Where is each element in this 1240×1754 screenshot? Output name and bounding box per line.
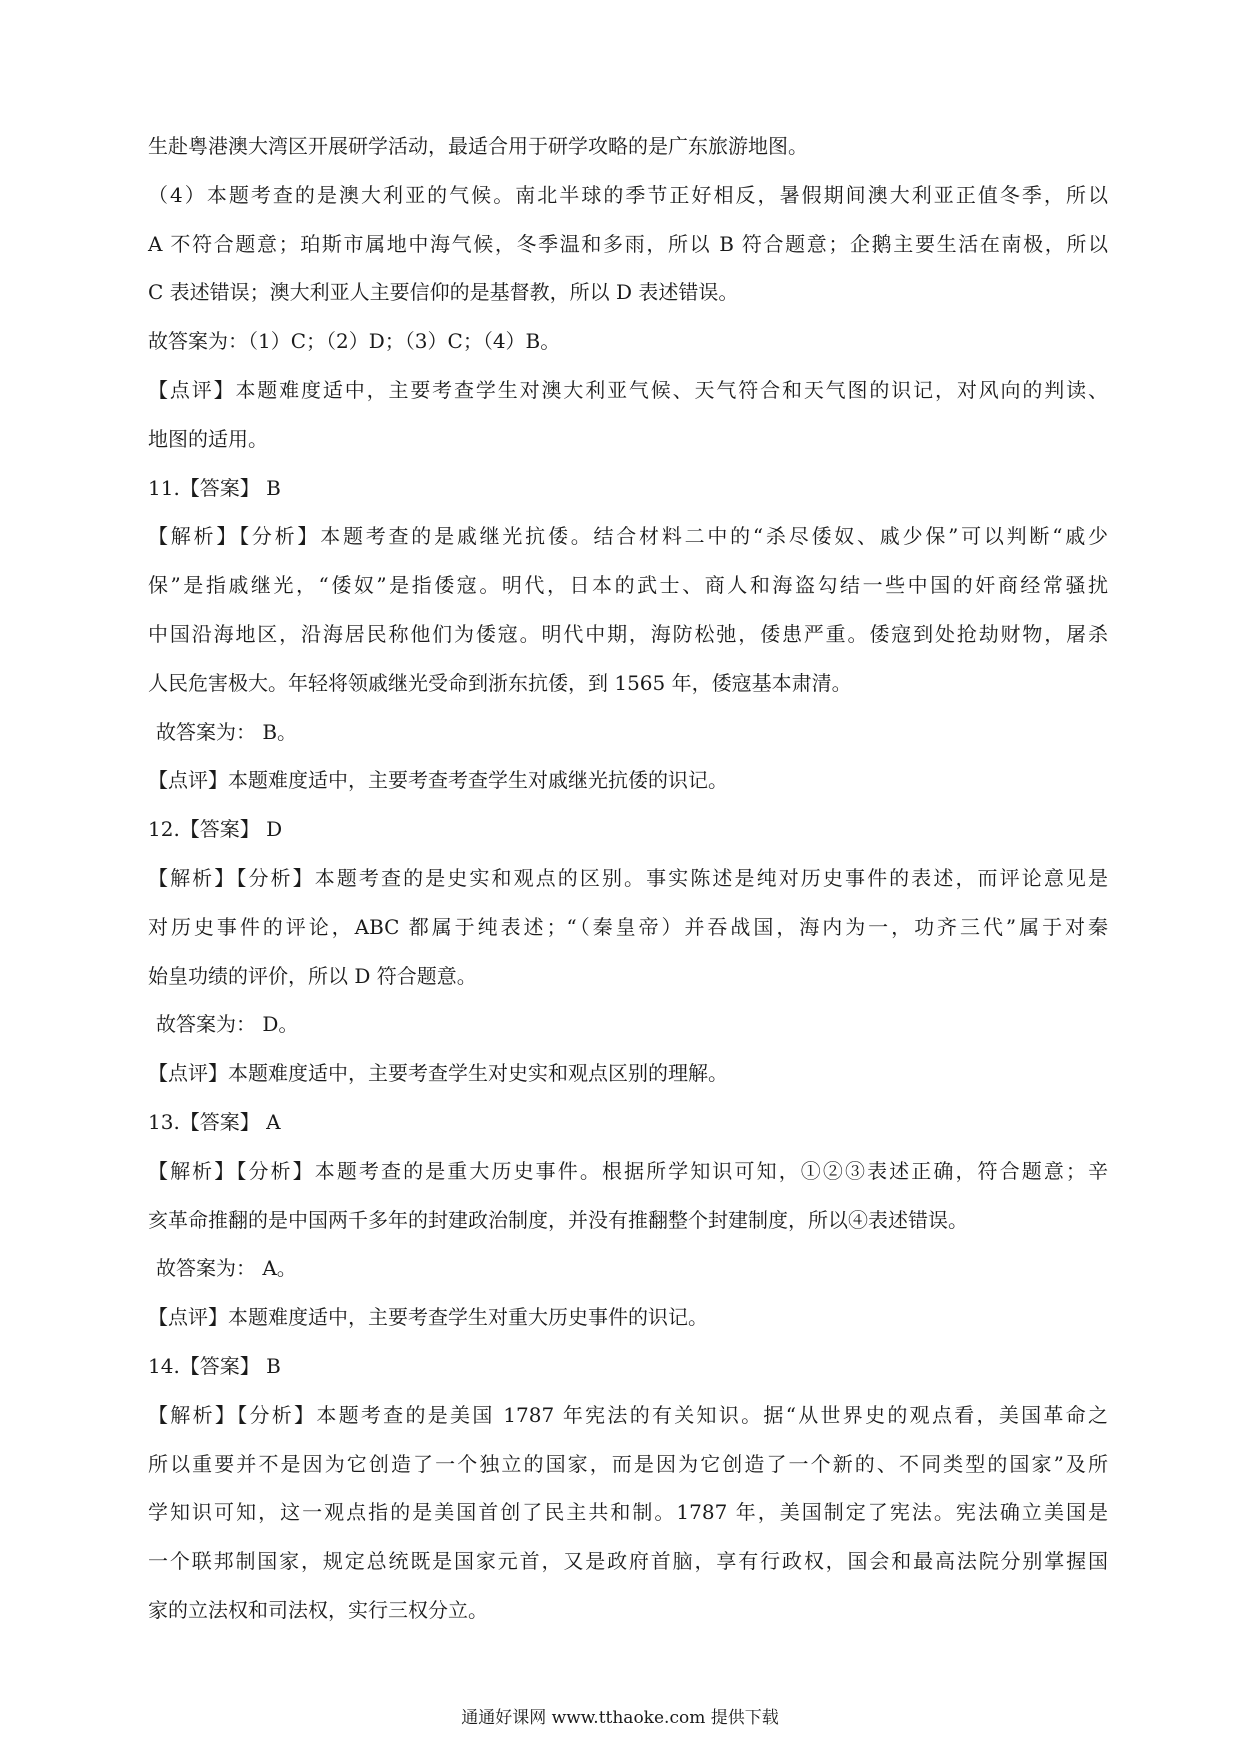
analysis-line: 中国沿海地区，沿海居民称他们为倭寇。明代中期，海防松弛，倭患严重。倭寇到处抢劫财物，屠杀 — [148, 621, 1108, 646]
answer-summary: 故答案为：（1）C；（2）D；（3）C；（4）B。 — [148, 329, 561, 354]
document-body — [148, 122, 1108, 1635]
answer-heading-13: 13.【答案】 A — [148, 1109, 281, 1134]
analysis-line: 学知识可知，这一观点指的是美国首创了民主共和制。1787 年，美国制定了宪法。宪法确立美国是 — [148, 1500, 1108, 1525]
comment-line: 【点评】本题难度适中，主要考查考查学生对戚继光抗倭的识记。 — [148, 768, 728, 793]
text-line: A 不符合题意；珀斯市属地中海气候，冬季温和多雨，所以 B 符合题意；企鹅主要生活在南极，所以 — [148, 231, 1108, 256]
page-footer: 通通好课网 www.tthaoke.com 提供下载 — [461, 1708, 779, 1728]
analysis-line: 【解析】【分析】本题考查的是戚继光抗倭。结合材料二中的“杀尽倭奴、戚少保”可以判断“戚少 — [148, 524, 1108, 549]
answer-summary: 故答案为： A。 — [156, 1256, 297, 1281]
analysis-line: 【解析】【分析】本题考查的是美国 1787 年宪法的有关知识。据“从世界史的观点看，美国革命之 — [148, 1402, 1108, 1427]
answer-summary: 故答案为： B。 — [156, 719, 298, 744]
text-line: C 表述错误；澳大利亚人主要信仰的是基督教，所以 D 表述错误。 — [148, 280, 739, 305]
analysis-line: 所以重要并不是因为它创造了一个独立的国家，而是因为它创造了一个新的、不同类型的国家”及所 — [148, 1451, 1108, 1476]
analysis-line: 对历史事件的评论，ABC 都属于纯表述；“（秦皇帝）并吞战国，海内为一，功齐三代”属于对秦 — [148, 914, 1108, 939]
comment-line: 【点评】本题难度适中，主要考查学生对史实和观点区别的理解。 — [148, 1061, 728, 1086]
analysis-line: 始皇功绩的评价，所以 D 符合题意。 — [148, 963, 477, 988]
analysis-line: 一个联邦制国家，规定总统既是国家元首，又是政府首脑，享有行政权，国会和最高法院分别掌握国 — [148, 1549, 1108, 1574]
answer-summary: 故答案为： D。 — [156, 1012, 299, 1037]
comment-line: 地图的适用。 — [148, 426, 268, 451]
comment-line: 【点评】本题难度适中，主要考查学生对澳大利亚气候、天气符合和天气图的识记，对风向的判读、 — [148, 377, 1108, 402]
text-line: 生赴粤港澳大湾区开展研学活动，最适合用于研学攻略的是广东旅游地图。 — [148, 134, 808, 158]
analysis-line: 人民危害极大。年轻将领戚继光受命到浙东抗倭，到 1565 年，倭寇基本肃清。 — [148, 670, 852, 695]
answer-heading-12: 12.【答案】 D — [148, 817, 283, 842]
analysis-line: 家的立法权和司法权，实行三权分立。 — [148, 1597, 488, 1622]
analysis-line: 保”是指戚继光，“倭奴”是指倭寇。明代，日本的武士、商人和海盗勾结一些中国的奸商经常骚扰 — [148, 573, 1108, 598]
answer-heading-14: 14.【答案】 B — [148, 1353, 281, 1378]
answer-heading-11: 11.【答案】 B — [148, 475, 281, 500]
text-line: （4）本题考查的是澳大利亚的气候。南北半球的季节正好相反，暑假期间澳大利亚正值冬季，所以 — [148, 182, 1108, 207]
analysis-line: 【解析】【分析】本题考查的是史实和观点的区别。事实陈述是纯对历史事件的表述，而评论意见是 — [148, 865, 1108, 890]
analysis-line: 亥革命推翻的是中国两千多年的封建政治制度，并没有推翻整个封建制度，所以④表述错误。 — [148, 1207, 968, 1232]
analysis-line: 【解析】【分析】本题考查的是重大历史事件。根据所学知识可知，①②③表述正确，符合题意；辛 — [148, 1158, 1108, 1183]
comment-line: 【点评】本题难度适中，主要考查学生对重大历史事件的识记。 — [148, 1305, 708, 1330]
